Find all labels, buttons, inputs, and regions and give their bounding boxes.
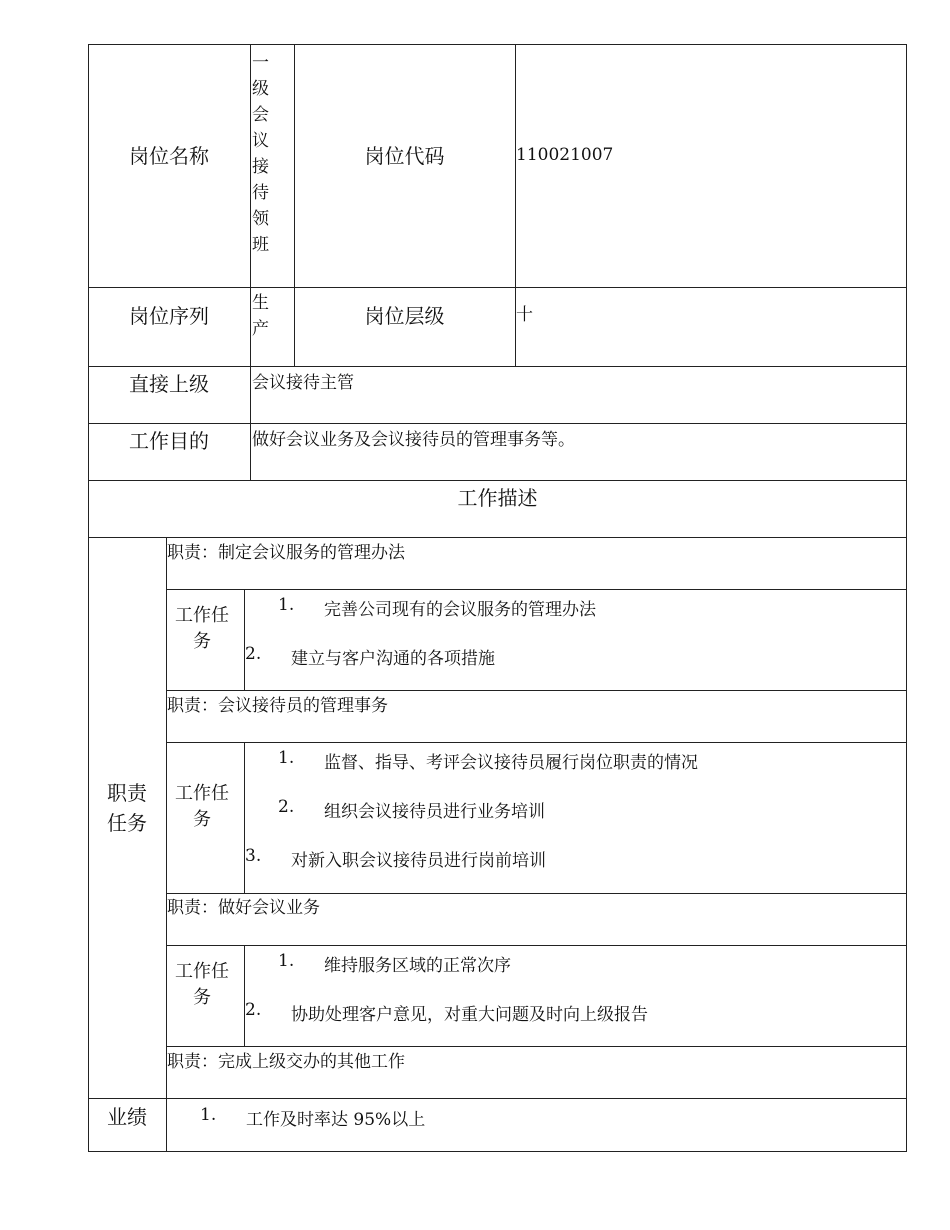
row-divider bbox=[88, 537, 907, 538]
task-text: 对新入职会议接待员进行岗前培训 bbox=[291, 851, 546, 871]
row-divider bbox=[88, 480, 907, 481]
performance-label: 业绩 bbox=[107, 1105, 147, 1129]
row-divider bbox=[88, 423, 907, 424]
post-code-label: 岗位代码 bbox=[364, 144, 445, 168]
description-title: 工作描述 bbox=[457, 486, 538, 510]
purpose-value: 做好会议业务及会议接待员的管理事务等。 bbox=[252, 430, 575, 450]
post-series-value: 生产 bbox=[252, 293, 269, 339]
duty-title: 职责：会议接待员的管理事务 bbox=[167, 696, 388, 716]
row-divider bbox=[88, 366, 907, 367]
task-text: 建立与客户沟通的各项措施 bbox=[291, 649, 495, 669]
performance-number: 1. bbox=[200, 1105, 217, 1125]
row-divider bbox=[166, 690, 907, 691]
post-level-value: 十 bbox=[516, 305, 533, 325]
duties-label: 职责任务 bbox=[107, 781, 147, 835]
superior-label: 直接上级 bbox=[129, 372, 209, 396]
task-number: 2. bbox=[245, 644, 262, 664]
task-number: 3. bbox=[245, 846, 262, 866]
row-divider bbox=[166, 742, 907, 743]
post-name-value: 一级会议接待领班 bbox=[252, 53, 269, 255]
duty-title: 职责：做好会议业务 bbox=[167, 898, 320, 918]
row-divider bbox=[166, 1046, 907, 1047]
row-divider bbox=[166, 945, 907, 946]
col-divider bbox=[244, 742, 245, 893]
task-number: 2. bbox=[278, 797, 295, 817]
task-number: 1. bbox=[278, 748, 295, 768]
post-code-value: 110021007 bbox=[516, 145, 614, 165]
row-divider bbox=[88, 1098, 907, 1099]
task-text: 协助处理客户意见，对重大问题及时向上级报告 bbox=[291, 1005, 648, 1025]
col-divider bbox=[250, 44, 251, 480]
row-divider bbox=[166, 589, 907, 590]
post-level-label: 岗位层级 bbox=[364, 304, 445, 328]
performance-text: 工作及时率达 95%以上 bbox=[246, 1110, 426, 1130]
task-label: 工作任务 bbox=[175, 605, 229, 652]
col-divider bbox=[244, 945, 245, 1046]
task-label: 工作任务 bbox=[175, 961, 229, 1008]
post-series-label: 岗位序列 bbox=[129, 304, 209, 328]
task-label: 工作任务 bbox=[175, 783, 229, 830]
row-divider bbox=[166, 893, 907, 894]
superior-value: 会议接待主管 bbox=[252, 373, 354, 393]
task-number: 1. bbox=[278, 951, 295, 971]
purpose-label: 工作目的 bbox=[129, 429, 209, 453]
task-number: 1. bbox=[278, 595, 295, 615]
col-divider bbox=[244, 589, 245, 690]
row-divider bbox=[88, 287, 907, 288]
duty-title: 职责：制定会议服务的管理办法 bbox=[167, 543, 405, 563]
post-name-label: 岗位名称 bbox=[129, 144, 209, 168]
task-number: 2. bbox=[245, 1000, 262, 1020]
task-text: 组织会议接待员进行业务培训 bbox=[324, 802, 545, 822]
duty-title: 职责：完成上级交办的其他工作 bbox=[167, 1052, 405, 1072]
task-text: 维持服务区域的正常次序 bbox=[324, 956, 511, 976]
task-text: 监督、指导、考评会议接待员履行岗位职责的情况 bbox=[324, 753, 698, 773]
task-text: 完善公司现有的会议服务的管理办法 bbox=[324, 600, 596, 620]
